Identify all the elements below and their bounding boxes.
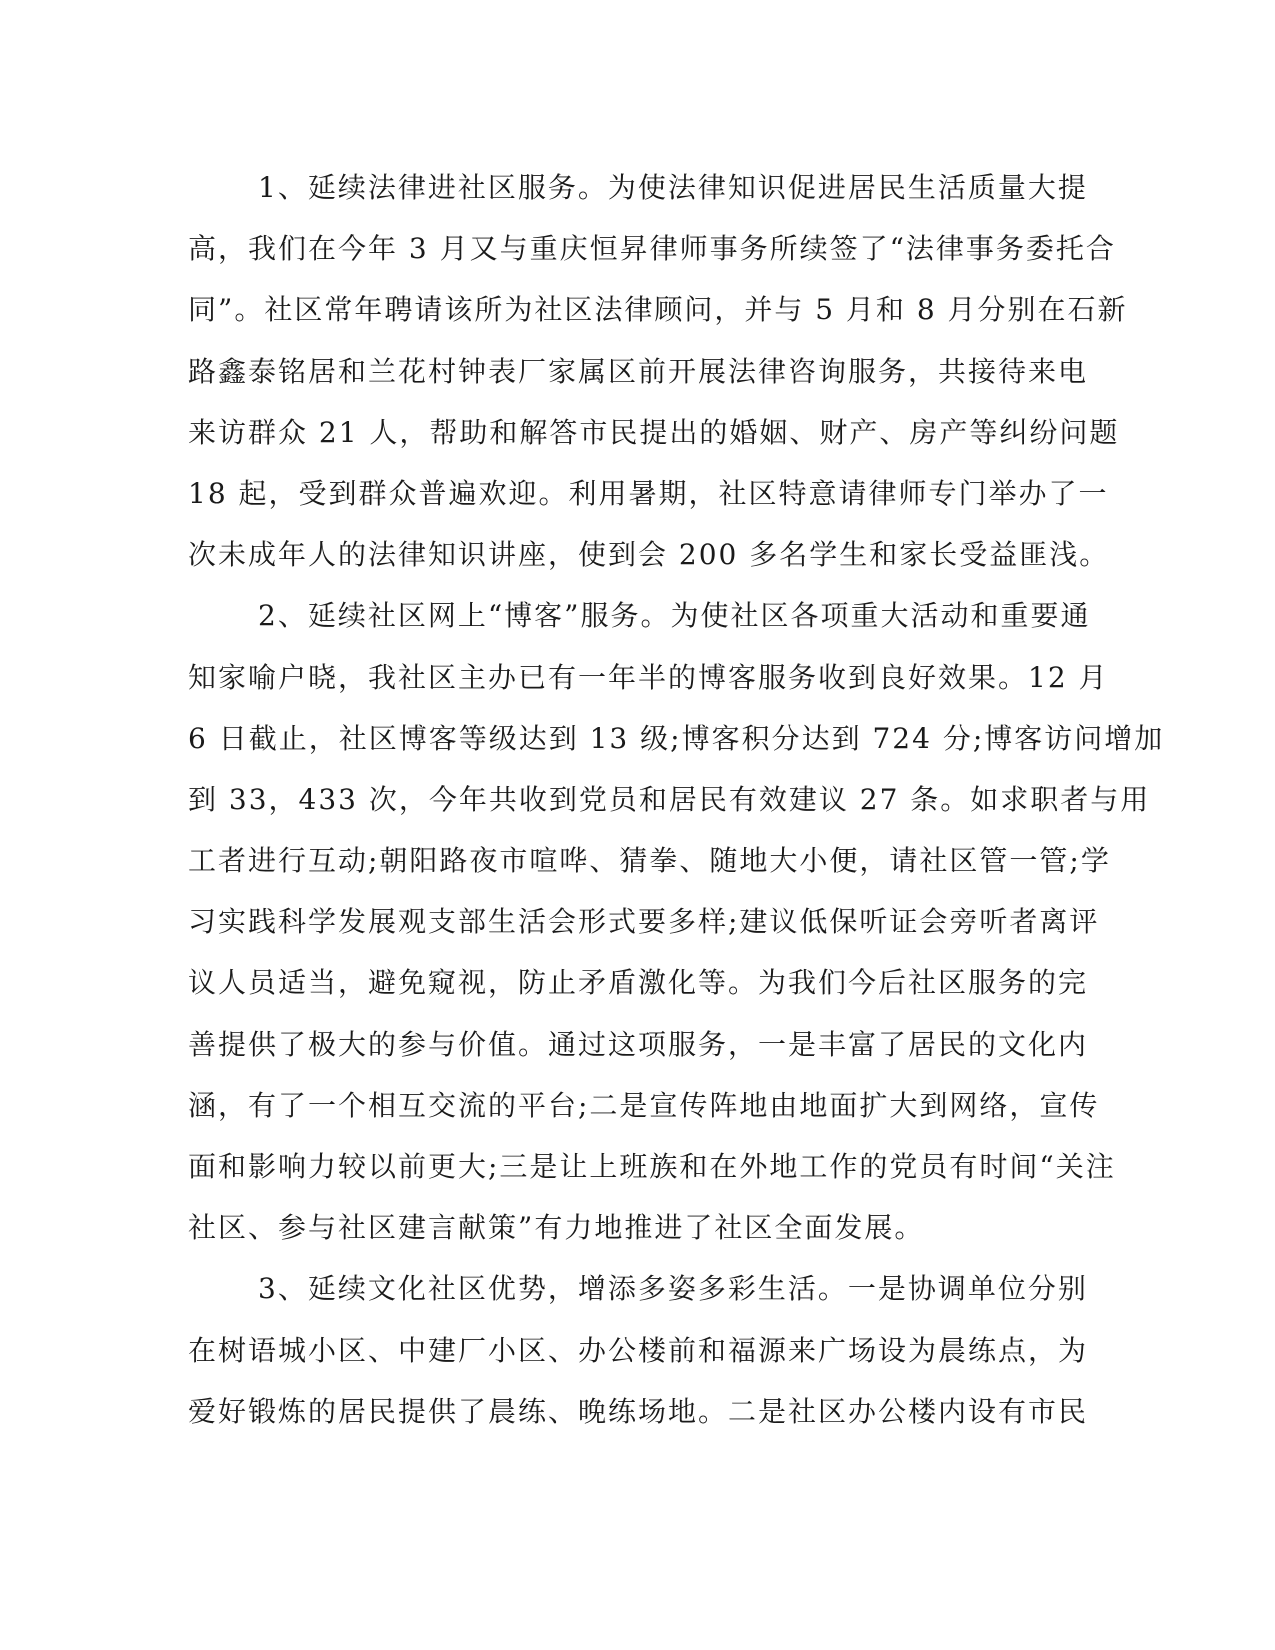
text-line: 次未成年人的法律知识讲座，使到会 200 多名学生和家长受益匪浅。 xyxy=(188,538,1110,572)
text-line: 涵，有了一个相互交流的平台;二是宣传阵地由地面扩大到网络，宣传 xyxy=(188,1088,1100,1122)
text-line: 善提供了极大的参与价值。通过这项服务，一是丰富了居民的文化内 xyxy=(188,1027,1089,1061)
text-line: 知家喻户晓，我社区主办已有一年半的博客服务收到良好效果。12 月 xyxy=(188,660,1109,694)
paragraph-1 xyxy=(188,157,1128,585)
text-line: 高，我们在今年 3 月又与重庆恒昇律师事务所续签了“法律事务委托合 xyxy=(188,232,1116,266)
text-line: 2、延续社区网上“博客”服务。为使社区各项重大活动和重要通 xyxy=(258,599,1091,633)
paragraph-3 xyxy=(188,1258,1088,1442)
text-line: 18 起，受到群众普遍欢迎。利用暑期，社区特意请律师专门举办了一 xyxy=(188,476,1109,510)
text-line: 议人员适当，避免窥视，防止矛盾激化等。为我们今后社区服务的完 xyxy=(188,966,1089,1000)
paragraph-2 xyxy=(188,585,1165,1258)
text-line: 3、延续文化社区优势，增添多姿多彩生活。一是协调单位分别 xyxy=(258,1272,1088,1306)
text-line: 爱好锻炼的居民提供了晨练、晚练场地。二是社区办公楼内设有市民 xyxy=(188,1394,1089,1428)
document-body xyxy=(188,157,1165,1442)
text-line: 6 日截止，社区博客等级达到 13 级;博客积分达到 724 分;博客访问增加 xyxy=(188,721,1165,755)
text-line: 工者进行互动;朝阳路夜市喧哗、猜拳、随地大小便，请社区管一管;学 xyxy=(188,844,1111,878)
text-line: 路鑫泰铭居和兰花村钟表厂家属区前开展法律咨询服务，共接待来电 xyxy=(188,354,1089,388)
text-line: 面和影响力较以前更大;三是让上班族和在外地工作的党员有时间“关注 xyxy=(188,1150,1116,1183)
text-line: 来访群众 21 人，帮助和解答市民提出的婚姻、财产、房产等纠纷问题 xyxy=(188,415,1120,449)
text-line: 到 33，433 次，今年共收到党员和居民有效建议 27 条。如求职者与用 xyxy=(188,782,1151,816)
text-line: 社区、参与社区建言献策”有力地推进了社区全面发展。 xyxy=(188,1211,925,1245)
text-line: 1、延续法律进社区服务。为使法律知识促进居民生活质量大提 xyxy=(258,171,1088,204)
text-line: 同”。社区常年聘请该所为社区法律顾问，并与 5 月和 8 月分别在石新 xyxy=(188,293,1128,327)
text-line: 在树语城小区、中建厂小区、办公楼前和福源来广场设为晨练点，为 xyxy=(188,1333,1089,1367)
text-line: 习实践科学发展观支部生活会形式要多样;建议低保听证会旁听者离评 xyxy=(188,905,1100,939)
